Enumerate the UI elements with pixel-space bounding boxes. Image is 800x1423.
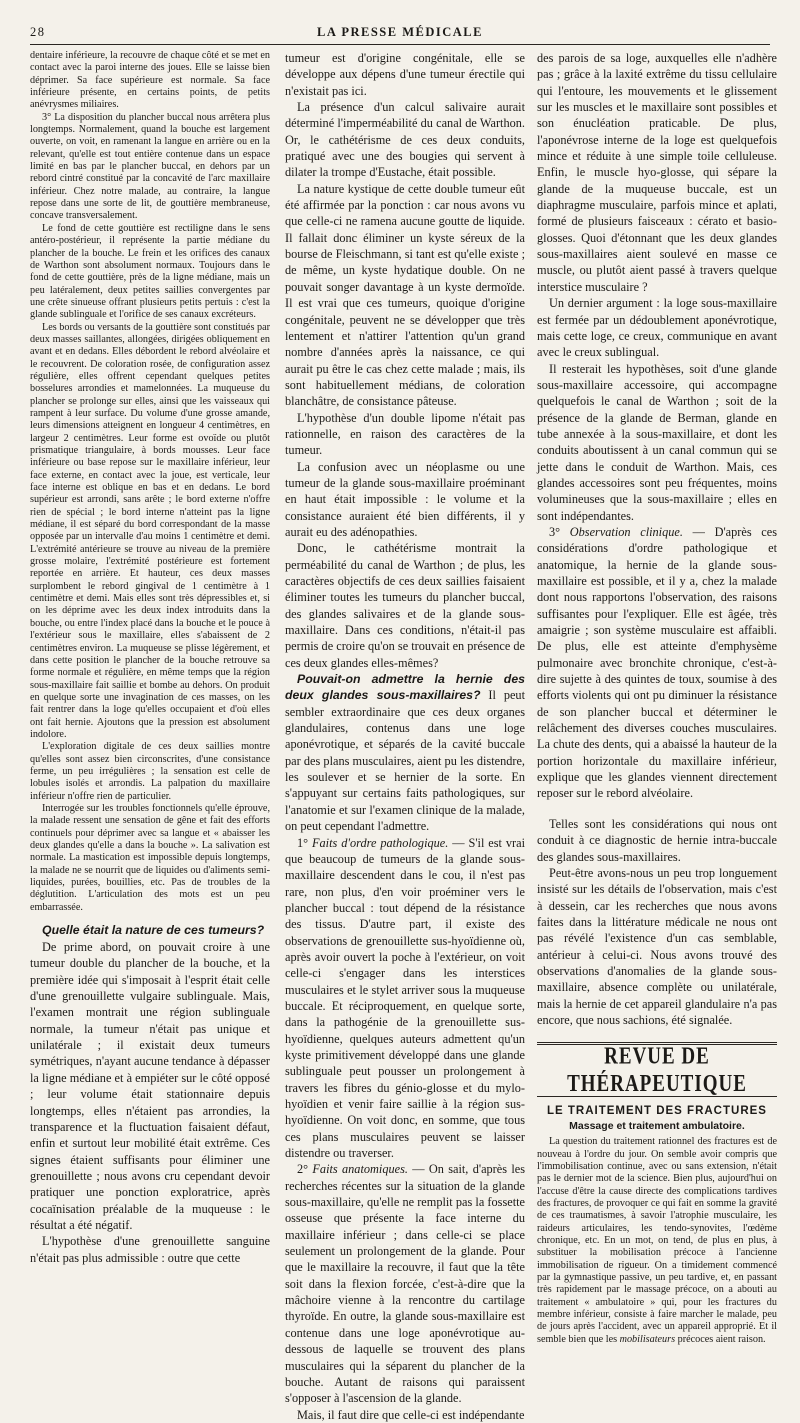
paragraph: dentaire inférieure, la recouvre de chaque côté et se met en contact avec la paroi interne des joues. Elle se laisse bien déprimer. Sa face supérieure est normale. Sa face inférieure présente, en certains points, de petits anévrysmes miliaires. (30, 50, 270, 111)
page-header (30, 22, 770, 42)
section-heading: Pouvait-on admettre la hernie des deux glandes sous-maxillaires? (285, 672, 525, 703)
paragraph: Le fond de cette gouttière est rectiligne dans le sens antéro-postérieur, il représente la partie médiane du plancher de la bouche. Le frein et les orifices des canaux de Warthon sont absolument normaux. Toujours dans le fond de cette gouttière, près de la ligne médiane, mais un peu latéralement, deux petites saillies convergentes par une crête sinueuse offrant plusieurs petits pertuis : c'est la glande sublinguale et l'orifice de ses canaux excréteurs. (30, 222, 270, 321)
emphasis: mobilisateurs (619, 1333, 676, 1345)
paragraph: L'hypothèse d'une grenouillette sanguine n'était pas plus admissible : outre que cette (30, 1234, 270, 1265)
article-subtitle: Massage et traitement ambulatoire. (569, 1120, 745, 1133)
paragraph-text: La question du traitement rationnel des fractures est de nouveau à l'ordre du jour. On semble avoir compris que l'immobilisation continue, avec ou sans extension, n'était pas le dernier mot de la science. Bien plus, aujourd'hui on l'accuse d'être la cause directe des complications tardives des fractures, de provoquer ce qui fait en somme la gravité de ces traumatismes, à savoir l'atrophie musculaire, les raideurs articulaires, les tendo-synovites, l'œdème chronique, etc. En un mot, on tend, de plus en plus, à substituer la mobilisation précoce à l'ancienne immobilisation de rigueur. On a timidement commencé par la gymnastique passive, un peu tardive, et, en passant très rapidement par le massage précoce, on a abouti au traitement « ambulatoire » qui, pour les fractures du membre inférieur, consiste à faire marcher le malade, peu de jours après l'accident, avec un appareil approprié. Et il semble bien que les (537, 1136, 777, 1345)
header-rule (30, 44, 770, 45)
paragraph: des parois de sa loge, auxquelles elle n'adhère pas ; grâce à la laxité extrême du tissu cellulaire qui l'entoure, les mouvements et le glissement sur les muscles et le maxillaire sont possibles et son énucléation praticable. De plus, l'aponévrose interne de la loge est quelquefois mince et réduite à une simple toile celluleuse. Enfin, le muscle hyo-glosse, qui sépare la glande de la muqueuse buccale, est un diaphragme musculaire, parfois mince et aplati, formé de plusieurs faisceaux : cérato et basio-glosses. Quoi d'étonnant que les deux glandes sous-maxillaires aient soulevé en masse ce muscle, ou plutôt aient passé à travers quelque interstice musculaire ? (537, 51, 777, 294)
page-number: 28 (30, 25, 46, 39)
column-middle (285, 50, 525, 1422)
paragraph (285, 1161, 525, 1406)
section-heading: Quelle était la nature de ces tumeurs? (42, 923, 265, 938)
subheading-pathologique: Faits d'ordre pathologique. (312, 835, 449, 850)
paragraph: L'hypothèse d'un double lipome n'était pas rationnelle, en raison des caractères de la tumeur. (285, 410, 525, 458)
journal-title: LA PRESSE MÉDICALE (317, 25, 483, 39)
list-number: 3° (549, 524, 561, 539)
section-banner (537, 1042, 777, 1097)
paragraph: La nature kystique de cette double tumeur eût été affirmée par la ponction : car nous avons vu que celle-ci ne ramena aucune goutte de liquide. Il fallait donc éliminer un kyste séreux de la bourse de Fleischmann, si tant est qu'elle existe ; de même, un kyste hydatique double. On ne pouvait songer davantage à un kyste dermoïde. Il est vrai que ces tumeurs, quoique d'origine congénitale, peuvent ne se développer que très lentement et n'attirer l'attention qu'un grand nombre d'années après la naissance, ce qui aurait pu être le cas chez cette malade ; mais, ils sont habituellement médians, de coloration blanchâtre, de consistance pâteuse. (285, 181, 525, 409)
paragraph: tumeur est d'origine congénitale, elle se développe aux dépens d'une tumeur érectile qui n'existait pas ici. (285, 51, 525, 98)
paragraph: 3° La disposition du plancher buccal nous arrêtera plus longtemps. Normalement, quand la bouche est largement ouverte, on voit, en ramenant la langue en arrière ou en la relevant, qu'elle est tout entière contenue dans un espace limité en bas par le plancher buccal, en dehors par un rebord cintré constitué par la concavité de l'arc maxillaire inférieur. Chez notre malade, au contraire, la langue repose dans une sorte de lit, de gouttière membraneuse, concave transversalement. (30, 111, 270, 222)
case-description (30, 50, 270, 914)
paragraph (285, 671, 525, 834)
paragraph-text: — S'il est vrai que beaucoup de tumeurs de la glande sous-maxillaire descendent dans le cou, il n'est pas rare, non plus, d'en voir proéminer vers le plancher buccal : tout dépend de la résistance des tissus. D'autre part, il existe des observations de grenouillette sus-hyoïdienne où, après avoir ouvert la poche à l'extérieur, on voit celle-ci s'engager dans les interstices musculaires et le stylet arriver sous la muqueuse buccale. Et réciproquement, en quelque sorte, dans la pathogénie de la grenouillette sus-hyoïdienne, quelques auteurs admettent qu'un kyste primitivement développé dans une glande sublinguale peut pousser un prolongement à travers les fibres du génio-glosse et du mylo-hyoïdien et venir faire saillie à la région sus-hyoïdienne. On voit donc, en somme, que tous ces plans musculaires peuvent se laisser distendre ou traverser. (285, 835, 525, 1161)
subheading-anatomiques: Faits anatomiques. (312, 1162, 408, 1177)
revue-title: REVUE DE THÉRAPEUTIQUE (567, 1043, 747, 1098)
paragraph (537, 524, 777, 802)
paragraph (285, 835, 525, 1162)
list-number: 2° (297, 1162, 309, 1177)
paragraph: De prime abord, on pouvait croire à une tumeur double du plancher de la bouche, et la première idée qui s'imposait à l'esprit était celle d'une grenouillette vulgaire sublinguale. Mais, l'examen montrait une région sublinguale normale, la tumeur n'était pas unique et unilatérale ; il existait deux tumeurs symétriques, n'ayant aucune tendance à dépasser la ligne médiane et à empiéter sur le côté opposé ; leur volume était stationnaire depuis longtemps, elles n'étaient pas arrondies, la transparence et la fluctuation faisaient défaut, enfin et surtout leur mobilité était extrême. Ces signes étaient suffisants pour éliminer une grenouillette ; nous avons cru cependant devoir pratiquer une ponction exploratrice, après cocaïnisation préalable de la muqueuse : le résultat a été négatif. (30, 940, 270, 1232)
paragraph-text: — On sait, d'après les recherches récentes sur la situation de la glande sous-maxillaire, qu'elle ne remplit pas la fossette osseuse que présente la face interne du maxillaire inférieur ; dans celle-ci se place seulement un prolongement de la glande. Pour que le maxillaire la recouvre, il faut que la tête soit dans la flexion forcée, c'est-à-dire que la mâchoire vienne à la rencontre du cartilage thyroïde. En outre, la glande sous-maxillaire est contenue dans une loge aponévrotique au-dessous de laquelle se trouvent des plans musculaires qui la séparent du plancher de la bouche. Autant de raisons qui paraissent s'opposer à l'ascension de la glande. (285, 1162, 525, 1406)
paragraph: Il resterait les hypothèses, soit d'une glande sous-maxillaire accessoire, qui accompagne quelquefois le canal de Warthon ; soit de la présence de la glande de Berman, glande en tube annexée à la sous-maxillaire, et dont les conduits aboutissent à un canal commun qui se jette dans le conduit de Warthon. Mais, ces glandes accessoires sont peu fréquentes, moins volumineuses que la sous-maxillaire ; elles en sont indépendantes. (537, 361, 777, 523)
paragraph: Un dernier argument : la loge sous-maxillaire est fermée par un dédoublement aponévrotique, mais cette loge, ce creux, communique en avant avec le creux sublingual. (537, 296, 777, 360)
paragraph-text: — D'après ces considérations d'ordre pathologique et anatomique, la hernie de la glande sous-maxillaire est possible, et il y a, chez la malade dont nous rapportons l'observation, des raisons suffisantes pour l'expliquer. Elle est âgée, très amaigrie ; son système musculaire est affaibli. De plus, elle est atteinte d'emphysème pulmonaire avec bronchite chronique, c'est-à-dire sujette à des quintes de toux, soumise à des efforts violents qui ont pu diminuer la résistance de son plancher buccal et déterminer le relâchement des diverses couches musculaires. La chute des dents, qui a abaissé la hauteur de la portion horizontale du maxillaire inférieur, explique que les glandes viennent directement reposer sur le rebord alvéolaire. (537, 524, 778, 801)
paragraph-text: Il peut sembler extraordinaire que ces deux organes glandulaires, contenus dans une loge aponévrotique, et séparés de la cavité buccale par des plans musculaires, aient pu les distendre, les soulever et se hernier de la sorte. En s'appuyant sur certains faits pathologiques, sur l'anatomie et sur l'examen clinique de la malade, on peut cependant l'admettre. (285, 688, 525, 834)
paragraph-text: précoces aient raison. (677, 1333, 766, 1345)
column-right (537, 50, 778, 1345)
paragraph: Les bords ou versants de la gouttière sont constitués par deux masses saillantes, allongées, dirigées obliquement en avant et en dedans. Elles débordent le rebord alvéolaire et le recouvrent. De coloration rosée, de configuration assez régulière, elles offrent cependant quelques petites bosselures arrondies et mamelonnées. La muqueuse du plancher se prolonge sur elles, ainsi que les vaisseaux qui rampent à leur surface. Du volume d'une grosse amande, leurs dimensions atteignent en longueur 4 centimètres, en largeur 2 centimètres. Leur forme est ovoïde ou plutôt prismatique triangulaire, à bords mousses. Leur face inférieure ou base repose sur le maxillaire inférieur, leur face externe, en contact avec la joue, est verticale, leur face interne est oblique en bas et en dedans. Le bord supérieur est arrondi, sans arête ; le bord externe n'offre rien de spécial ; le bord interne n'atteint pas la ligne médiane, il est séparé du bord correspondant de la masse opposée par un intervalle d'au moins 1 centimètre et demi. L'extrémité antérieure se trouve au niveau de la première grosse molaire, l'extrémité postérieure est fortement reportée en arrière. Et hauteur, ces deux masses surplombent le rebord gingival de 1 centimètre à 1 centimètre et demi. Mais elles sont très dépressibles et, si on les déprime avec les deux index introduits dans la bouche, ou entre l'index placé dans la bouche et le pouce à l'extérieur sous le maxillaire, elles s'abaissent de 2 centimètres environ. La muqueuse se plisse légèrement, et dans cette position le plancher de la bouche retrouve sa forme normale et régulière, en même temps que la région sous-maxillaire fait saillie et bombe au dehors. On produit en quelque sorte une invagination de ces masses, on les fait rentrer dans la loge qu'elles occupaient et d'où elles ont fait hernie. Ajoutons que la pression est absolument indolore. (30, 321, 270, 740)
list-number: 1° (297, 835, 309, 850)
paragraph: La confusion avec un néoplasme ou une tumeur de la glande sous-maxillaire proéminant en haut était impossible : le volume et la consistance auraient été bien différents, il y aurait eu des adénopathies. (285, 459, 525, 539)
paragraph: Telles sont les considérations qui nous ont conduit à ce diagnostic de hernie intra-buccale des glandes sous-maxillaires. (537, 816, 777, 864)
column-left (30, 50, 270, 1265)
paragraph: Donc, le cathétérisme montrait la perméabilité du canal de Warthon ; de plus, les caractères objectifs de ces deux saillies faisaient éliminer toutes les tumeurs du plancher buccal, des glandes salivaires et de la glande sous-maxillaire. Dans ces conditions, n'était-il pas permis de croire qu'on se trouvait en présence de ces deux glandes elles-mêmes? (285, 541, 525, 670)
paragraph: L'exploration digitale de ces deux saillies montre qu'elles sont assez bien circonscrites, d'une consistance ferme, un peu irrégulières ; la sensation est celle de lobules isolés et arrondis. La palpation du maxillaire inférieur n'offre rien de particulier. (30, 741, 270, 802)
paragraph (537, 1136, 777, 1346)
subheading-clinique: Observation clinique. (569, 524, 683, 539)
paragraph: Mais, il faut dire que celle-ci est indépendante (297, 1407, 525, 1422)
paragraph: La présence d'un calcul salivaire aurait déterminé l'imperméabilité du canal de Warthon. Or, le cathétérisme de ces deux conduits, pratiqué avec une des bougies qui servent à dilater la trompe d'Eustache, était possible. (285, 100, 525, 180)
article-title: LE TRAITEMENT DES FRACTURES (547, 1105, 767, 1118)
paragraph: Interrogée sur les troubles fonctionnels qu'elle éprouve, la malade ressent une sensation de gêne et fait des efforts continuels pour déprimer avec sa langue et « abaisser les deux glandes qu'elle a dans la bouche ». La salivation est normale. La mastication est impossible depuis longtemps, la malade ne se nourrit que de liquides ou d'aliments semi-liquides, purées, bouillies, etc. Pas de troubles de la déglutition. L'articulation des mots est un peu embarrassée. (30, 802, 270, 913)
paragraph: Peut-être avons-nous un peu trop longuement insisté sur les détails de l'observation, mais c'est à dessein, car les recherches que nous avons faites dans la littérature médicale ne nous ont pas révélé l'existence d'un cas semblable, antérieur à celui-ci. Nous avons trouvé des observations d'anomalies de la glande sous-maxillaire, absence complète ou unilatérale, mais la hernie de cet appareil glandulaire n'a pas encore, que nous sachions, été signalée. (537, 865, 777, 1027)
